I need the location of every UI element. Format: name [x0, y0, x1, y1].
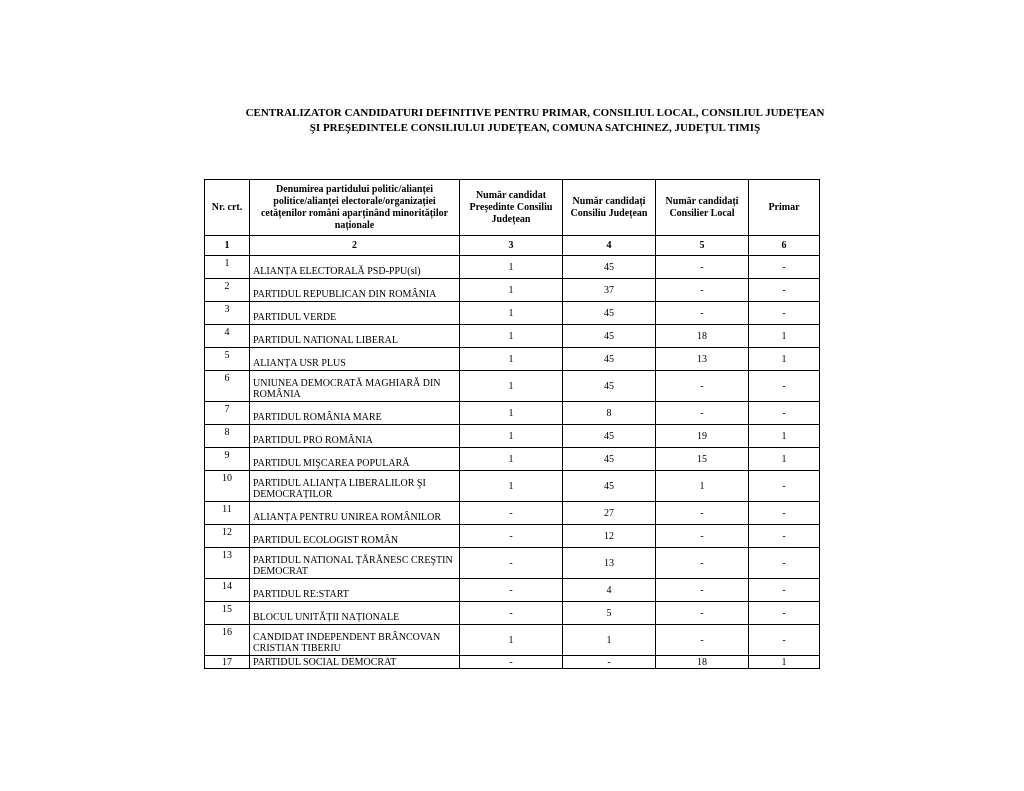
president-cj-count-cell: 1 — [460, 279, 563, 302]
party-name-cell: PARTIDUL REPUBLICAN DIN ROMÂNIA — [250, 279, 460, 302]
row-number-cell: 2 — [205, 279, 250, 302]
cl-candidates-count-cell: - — [656, 256, 749, 279]
president-cj-count-cell: - — [460, 525, 563, 548]
mayor-count-cell: - — [749, 402, 820, 425]
table-row — [205, 402, 820, 425]
index-cell: 3 — [460, 236, 563, 256]
row-number-cell: 17 — [205, 656, 250, 669]
cl-candidates-count-cell: 19 — [656, 425, 749, 448]
president-cj-count-cell: - — [460, 502, 563, 525]
table-row — [205, 525, 820, 548]
party-name-cell: PARTIDUL NATIONAL LIBERAL — [250, 325, 460, 348]
cj-candidates-count-cell: 1 — [563, 625, 656, 656]
cj-candidates-count-cell: 8 — [563, 402, 656, 425]
cj-candidates-count-cell: 45 — [563, 371, 656, 402]
mayor-count-cell: 1 — [749, 448, 820, 471]
mayor-count-cell: - — [749, 279, 820, 302]
mayor-count-cell: - — [749, 371, 820, 402]
mayor-count-cell: - — [749, 625, 820, 656]
party-name-cell: PARTIDUL MIŞCAREA POPULARĂ — [250, 448, 460, 471]
president-cj-count-cell: 1 — [460, 371, 563, 402]
index-cell: 1 — [205, 236, 250, 256]
header-party-name: Denumirea partidului politic/alianței politice/alianței electorale/organizației cetățenilor români aparținând minorităților naționale — [250, 180, 460, 236]
cl-candidates-count-cell: 13 — [656, 348, 749, 371]
cj-candidates-count-cell: 27 — [563, 502, 656, 525]
table-row — [205, 502, 820, 525]
party-name-cell: PARTIDUL ECOLOGIST ROMÂN — [250, 525, 460, 548]
party-name-cell: PARTIDUL SOCIAL DEMOCRAT — [250, 656, 460, 669]
index-cell: 4 — [563, 236, 656, 256]
president-cj-count-cell: - — [460, 548, 563, 579]
table-row — [205, 256, 820, 279]
row-number-cell: 1 — [205, 256, 250, 279]
table-row — [205, 471, 820, 502]
index-cell: 5 — [656, 236, 749, 256]
row-number-cell: 7 — [205, 402, 250, 425]
table-row — [205, 448, 820, 471]
table-row — [205, 625, 820, 656]
cj-candidates-count-cell: 4 — [563, 579, 656, 602]
cj-candidates-count-cell: 45 — [563, 348, 656, 371]
table-body — [205, 236, 820, 669]
party-name-cell: PARTIDUL RE:START — [250, 579, 460, 602]
president-cj-count-cell: 1 — [460, 302, 563, 325]
cl-candidates-count-cell: - — [656, 548, 749, 579]
president-cj-count-cell: 1 — [460, 325, 563, 348]
table-row — [205, 371, 820, 402]
cj-candidates-count-cell: 45 — [563, 425, 656, 448]
cj-candidates-count-cell: 12 — [563, 525, 656, 548]
mayor-count-cell: - — [749, 525, 820, 548]
header-row — [205, 180, 820, 236]
cl-candidates-count-cell: - — [656, 402, 749, 425]
cj-candidates-count-cell: 45 — [563, 325, 656, 348]
party-name-cell: ALIANȚA ELECTORALĂ PSD-PPU(sl) — [250, 256, 460, 279]
mayor-count-cell: - — [749, 548, 820, 579]
party-name-cell: PARTIDUL ROMÂNIA MARE — [250, 402, 460, 425]
row-number-cell: 5 — [205, 348, 250, 371]
table-row — [205, 279, 820, 302]
cl-candidates-count-cell: 1 — [656, 471, 749, 502]
header-cl-candidates: Număr candidați Consilier Local — [656, 180, 749, 236]
cl-candidates-count-cell: 18 — [656, 325, 749, 348]
cj-candidates-count-cell: - — [563, 656, 656, 669]
party-name-cell: PARTIDUL VERDE — [250, 302, 460, 325]
row-number-cell: 12 — [205, 525, 250, 548]
column-index-row — [205, 236, 820, 256]
table-row — [205, 579, 820, 602]
mayor-count-cell: - — [749, 256, 820, 279]
document-title — [160, 106, 910, 136]
mayor-count-cell: 1 — [749, 425, 820, 448]
cj-candidates-count-cell: 13 — [563, 548, 656, 579]
cj-candidates-count-cell: 45 — [563, 302, 656, 325]
cj-candidates-count-cell: 37 — [563, 279, 656, 302]
cl-candidates-count-cell: - — [656, 525, 749, 548]
header-nr-crt: Nr. crt. — [205, 180, 250, 236]
table-row — [205, 656, 820, 669]
president-cj-count-cell: - — [460, 656, 563, 669]
party-name-cell: BLOCUL UNITĂȚII NAȚIONALE — [250, 602, 460, 625]
president-cj-count-cell: 1 — [460, 448, 563, 471]
president-cj-count-cell: 1 — [460, 348, 563, 371]
mayor-count-cell: 1 — [749, 348, 820, 371]
row-number-cell: 9 — [205, 448, 250, 471]
party-name-cell: ALIANȚA PENTRU UNIREA ROMÂNILOR — [250, 502, 460, 525]
president-cj-count-cell: 1 — [460, 402, 563, 425]
header-mayor: Primar — [749, 180, 820, 236]
party-name-cell: CANDIDAT INDEPENDENT BRÂNCOVAN CRISTIAN TIBERIU — [250, 625, 460, 656]
party-name-cell: UNIUNEA DEMOCRATĂ MAGHIARĂ DIN ROMÂNIA — [250, 371, 460, 402]
cl-candidates-count-cell: - — [656, 371, 749, 402]
row-number-cell: 13 — [205, 548, 250, 579]
mayor-count-cell: - — [749, 579, 820, 602]
cj-candidates-count-cell: 5 — [563, 602, 656, 625]
candidates-table — [204, 179, 820, 669]
table-row — [205, 602, 820, 625]
president-cj-count-cell: 1 — [460, 256, 563, 279]
mayor-count-cell: - — [749, 502, 820, 525]
cl-candidates-count-cell: - — [656, 502, 749, 525]
row-number-cell: 11 — [205, 502, 250, 525]
mayor-count-cell: - — [749, 302, 820, 325]
president-cj-count-cell: 1 — [460, 625, 563, 656]
row-number-cell: 6 — [205, 371, 250, 402]
row-number-cell: 4 — [205, 325, 250, 348]
cl-candidates-count-cell: 15 — [656, 448, 749, 471]
cl-candidates-count-cell: - — [656, 625, 749, 656]
cl-candidates-count-cell: - — [656, 302, 749, 325]
cl-candidates-count-cell: 18 — [656, 656, 749, 669]
party-name-cell: PARTIDUL ALIANȚA LIBERALILOR ŞI DEMOCRAȚILOR — [250, 471, 460, 502]
cj-candidates-count-cell: 45 — [563, 256, 656, 279]
party-name-cell: PARTIDUL PRO ROMÂNIA — [250, 425, 460, 448]
cj-candidates-count-cell: 45 — [563, 471, 656, 502]
cj-candidates-count-cell: 45 — [563, 448, 656, 471]
row-number-cell: 14 — [205, 579, 250, 602]
president-cj-count-cell: - — [460, 602, 563, 625]
mayor-count-cell: 1 — [749, 656, 820, 669]
cl-candidates-count-cell: - — [656, 579, 749, 602]
row-number-cell: 8 — [205, 425, 250, 448]
president-cj-count-cell: 1 — [460, 425, 563, 448]
mayor-count-cell: - — [749, 471, 820, 502]
title-line-2: ŞI PREŞEDINTELE CONSILIULUI JUDEȚEAN, COMUNA SATCHINEZ, JUDEȚUL TIMIŞ — [309, 122, 761, 134]
table-row — [205, 325, 820, 348]
row-number-cell: 16 — [205, 625, 250, 656]
row-number-cell: 10 — [205, 471, 250, 502]
cl-candidates-count-cell: - — [656, 279, 749, 302]
table-row — [205, 302, 820, 325]
table-row — [205, 348, 820, 371]
title-line-1: CENTRALIZATOR CANDIDATURI DEFINITIVE PENTRU PRIMAR, CONSILIUL LOCAL, CONSILIUL JUDEȚEAN — [245, 107, 825, 119]
president-cj-count-cell: - — [460, 579, 563, 602]
row-number-cell: 15 — [205, 602, 250, 625]
table-row — [205, 425, 820, 448]
president-cj-count-cell: 1 — [460, 471, 563, 502]
party-name-cell: PARTIDUL NATIONAL ȚĂRĂNESC CREŞTIN DEMOCRAT — [250, 548, 460, 579]
cl-candidates-count-cell: - — [656, 602, 749, 625]
table-row — [205, 548, 820, 579]
index-cell: 2 — [250, 236, 460, 256]
mayor-count-cell: 1 — [749, 325, 820, 348]
header-president-cj: Număr candidat Președinte Consiliu Județean — [460, 180, 563, 236]
mayor-count-cell: - — [749, 602, 820, 625]
index-cell: 6 — [749, 236, 820, 256]
row-number-cell: 3 — [205, 302, 250, 325]
party-name-cell: ALIANȚA USR PLUS — [250, 348, 460, 371]
header-cj-candidates: Număr candidați Consiliu Județean — [563, 180, 656, 236]
